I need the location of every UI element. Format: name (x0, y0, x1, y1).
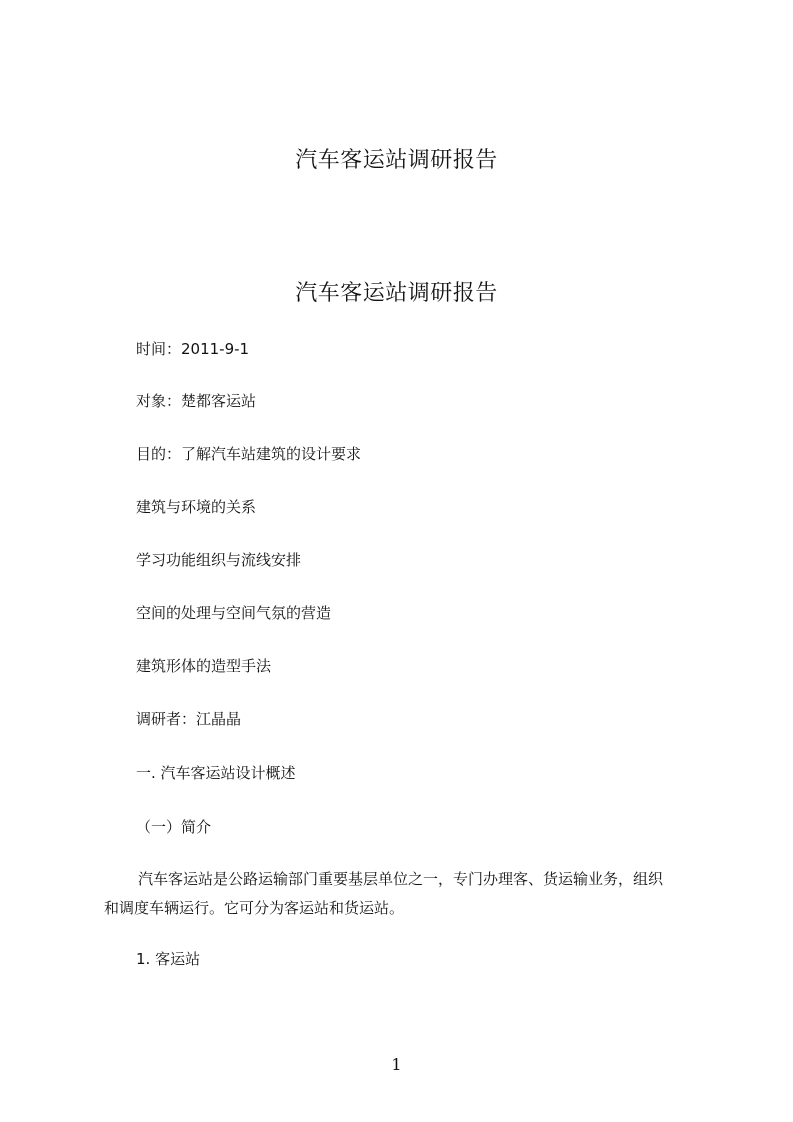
paragraph-line (104, 865, 704, 894)
intro-paragraph (104, 865, 704, 923)
researcher-line: 调研者：江晶晶 (136, 710, 242, 728)
paragraph-text: 汽车客运站是公路运输部门重要基层单位之一，专门办理客、货运输业务，组织 (138, 870, 664, 888)
subsection-heading: （一）简介 (136, 818, 212, 836)
page-number: 1 (391, 1055, 402, 1074)
section-heading: 一. 汽车客运站设计概述 (136, 764, 296, 782)
goal-item: 学习功能组织与流线安排 (136, 551, 302, 569)
cover-title: 汽车客运站调研报告 (295, 148, 498, 173)
subject-line: 对象：楚都客运站 (136, 392, 257, 410)
purpose-line: 目的：了解汽车站建筑的设计要求 (136, 445, 362, 463)
report-title: 汽车客运站调研报告 (295, 281, 498, 306)
goal-item: 空间的处理与空间气氛的营造 (136, 604, 332, 622)
subheading: 1. 客运站 (136, 950, 201, 968)
goal-item: 建筑与环境的关系 (136, 498, 257, 516)
goal-item: 建筑形体的造型手法 (136, 657, 272, 675)
paragraph-line (104, 894, 704, 923)
time-line: 时间：2011-9-1 (136, 340, 250, 358)
paragraph-text: 和调度车辆运行。它可分为客运站和货运站。 (104, 899, 405, 917)
